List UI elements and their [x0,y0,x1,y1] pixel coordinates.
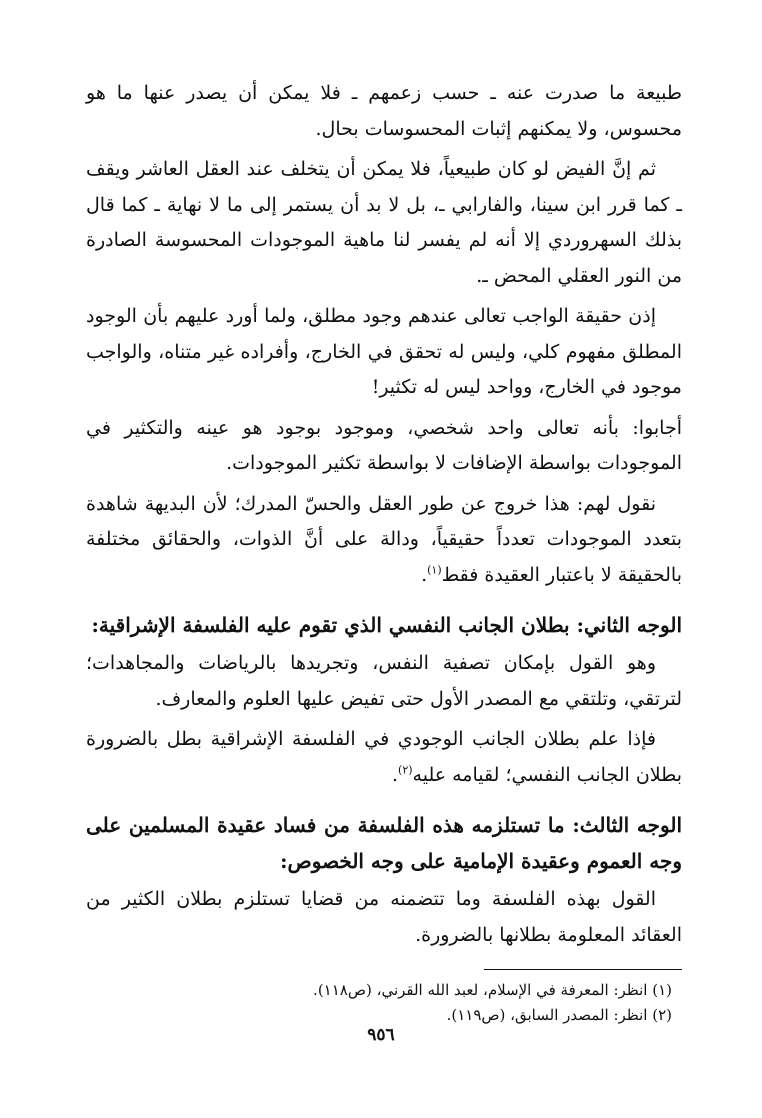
paragraph-6: وهو القول بإمكان تصفية النفس، وتجريدها بالرياضات والمجاهدات؛ لترتقي، وتلتقي مع المصدر الأول حتى تفيض عليها العلوم والمعارف. [86,652,682,710]
footnote-1 [86,978,682,1003]
footnote-2-text: انظر: المصدر السابق، (ص١١٩). [446,1006,648,1024]
paragraph-7 [86,722,682,793]
paragraph-3: إذن حقيقة الواجب تعالى عندهم وجود مطلق، ولما أورد عليهم بأن الوجود المطلق مفهوم كلي، وليس له تحقق في الخارج، وأفراده غير متناه، والواجب موجود في الخارج، وواحد ليس له تكثير! [86,305,682,398]
paragraph-1: طبيعة ما صدرت عنه ـ حسب زعمهم ـ فلا يمكن أن يصدر عنها ما هو محسوس، ولا يمكنهم إثبات المحسوسات بحال. [86,82,682,140]
paragraph-8: القول بهذه الفلسفة وما تتضمنه من قضايا تستلزم بطلان الكثير من العقائد المعلومة بطلانها بالضرورة. [86,888,682,946]
paragraph-5-text: نقول لهم: هذا خروج عن طور العقل والحسّ المدرك؛ لأن البديهة شاهدة بتعدد الموجودات تعدداً حقيقياً، ودالة على أنَّ الذوات، والحقائق مختلفة بالحقيقة لا باعتبار العقيدة فقط [86,492,682,586]
page-body [86,76,682,1028]
paragraph-7-end: . [391,763,399,786]
footnote-2-number: (٢) [652,1006,672,1024]
footnote-1-text: انظر: المعرفة في الإسلام، لعبد الله القرني، (ص١١٨). [313,981,648,999]
page-number: ٩٥٦ [367,1025,395,1045]
paragraph-4: أجابوا: بأنه تعالى واحد شخصي، وموجود بوجود هو عينه والتكثير في الموجودات بواسطة الإضافات لا بواسطة تكثير الموجودات. [86,416,682,474]
paragraph-5 [86,487,682,594]
footnote-ref-1: (١) [427,563,442,577]
footnote-ref-2: (٢) [398,763,413,777]
paragraph-2: ثم إنَّ الفيض لو كان طبيعياً، فلا يمكن أن يتخلف عند العقل العاشر ويقف ـ كما قرر ابن سينا، والفارابي ـ، بل لا بد أن يستمر إلى ما لا نهاية ـ كما قال بذلك السهروردي إلا أنه لم يفسر لنا ماهية الموجودات المحسوسة الصادرة من النور العقلي المحض ـ. [86,158,682,287]
paragraph-5-end: . [421,563,428,586]
section-heading-third: الوجه الثالث: ما تستلزمه هذه الفلسفة من فساد عقيدة المسلمين على وجه العموم وعقيدة الإمامية على وجه الخصوص: [86,813,682,873]
paragraph-7-text: فإذا علم بطلان الجانب الوجودي في الفلسفة الإشراقية بطل بالضرورة بطلان الجانب النفسي؛ لقيامه عليه [86,728,682,786]
footnote-1-number: (١) [652,981,672,999]
footnote-divider [484,969,682,970]
section-heading-second: الوجه الثاني: بطلان الجانب النفسي الذي تقوم عليه الفلسفة الإشراقية: [91,613,682,637]
